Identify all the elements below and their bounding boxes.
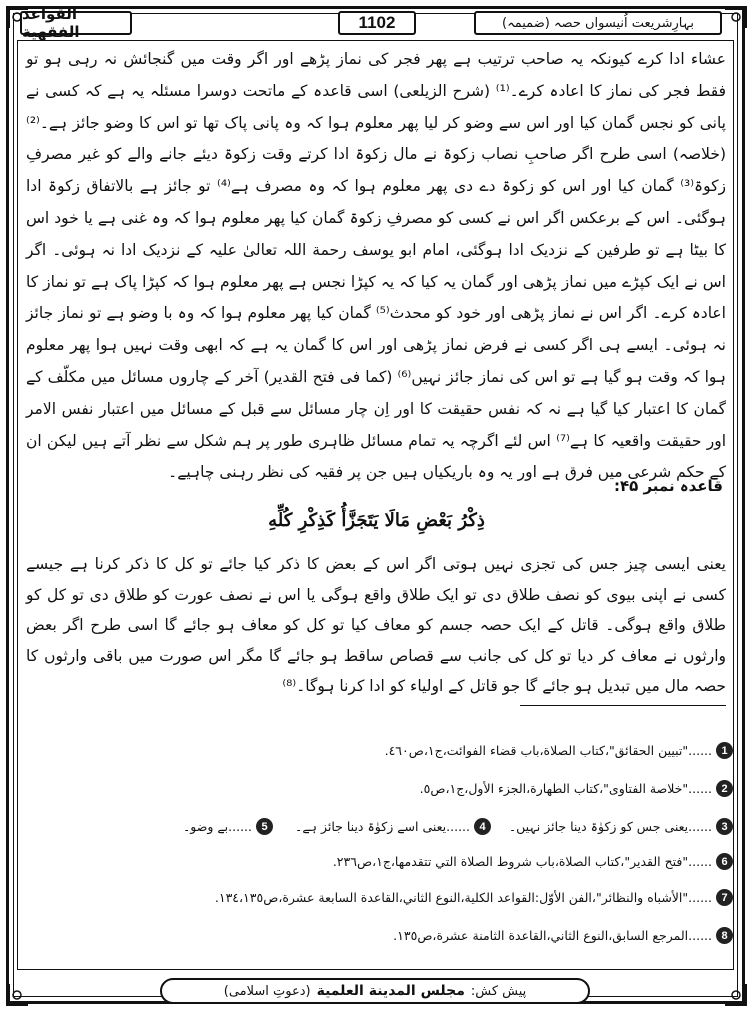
footnote-5 bbox=[183, 818, 273, 835]
corner-ornament-icon bbox=[723, 982, 749, 1008]
footnote-6 bbox=[333, 853, 733, 870]
footnote-text: ......"فتح القدير"،كتاب الصلاة،باب شروط الصلاة التي تتقدمها،ج١،ص٢٣٦. bbox=[332, 854, 712, 869]
footnote-number: 4 bbox=[474, 818, 491, 835]
footnote-number: 8 bbox=[716, 927, 733, 944]
page-header bbox=[20, 5, 731, 41]
page-footer bbox=[160, 978, 590, 1004]
footnote-number: 1 bbox=[716, 742, 733, 759]
footnote-3 bbox=[509, 818, 733, 835]
footnote-8 bbox=[393, 927, 733, 944]
publisher-name: مجلس المدينة العلمية bbox=[316, 983, 465, 999]
footnote-number: 5 bbox=[256, 818, 273, 835]
paragraph-1: عشاء ادا کرے کیونکہ یہ صاحب ترتیب ہے پھر فجر کی نماز پڑھے اور اگر وقت میں گنجائش نہ رہی ہو تو فقط فجر کی نماز کا اعادہ کرے۔⁽¹⁾ (شرح الزیلعی) اسی قاعدہ کے ماتحت دوسرا مسئلہ یہ ہے کہ کسی نے پانی کو نجس گمان کیا اور اس سے وضو کر لیا پھر معلوم ہوا کہ وہ پانی پاک تھا تو اس کا وضو جائز ہے۔⁽²⁾ (خلاصہ) اسی طرح اگر صاحبِ نصاب زکوۃ نے مال زکوۃ ادا کرتے وقت زکوۃ دیئے جانے والے کو غیر مصرفِ زکوۃ⁽³⁾ گمان کیا اور اس کو زکوۃ دے دی پھر معلوم ہوا کہ وہ مصرف ہے⁽⁴⁾ تو جائز ہے بالاتفاق زکوۃ ادا ہوگئی۔ اس کے برعکس اگر اس نے کسی کو مصرفِ زکوۃ گمان کیا پھر معلوم ہوا کہ وہ غنی ہے یا خود اس کا بیٹا ہے تو طرفین کے نزدیک ادا ہوگئی، امام ابو یوسف رحمة اللہ تعالیٰ علیہ کے نزدیک ادا نہ ہوئی۔ اگر اس نے ایک کپڑے میں نماز پڑھی اور گمان یہ کیا کہ یہ کپڑا نجس ہے پھر معلوم ہوا کہ کپڑا پاک ہے تو نماز کا اعادہ کرے۔ اگر اس نے نماز پڑھی اور خود کو محدث⁽⁵⁾ گمان کیا پھر معلوم ہوا کہ وہ با وضو ہے تو نماز جائز نہ ہوئی۔ ایسے ہی اگر کسی نے فرض نماز پڑھی اور اس کا گمان یہ ہے کہ ابھی وقت نہیں ہوا پھر معلوم ہوا کہ وقت ہو گیا ہے تو اس کی نماز جائز نہیں⁽⁶⁾ (کما فی فتح القدیر) آخر کے چاروں مسائل میں مکلّف کے گمان کا اعتبار کیا گیا ہے نہ کہ نفس حقیقت کا اور اِن چار مسائل سے قبل کے مسائل میں اعتبار نفس الامر اور حقیقت واقعیہ کا ہے⁽⁷⁾ اس لئے اگرچہ یہ تمام مسائل ظاہری طور پر ہم شکل سے نظر آتے ہیں لیکن ان کے حکم شرعی میں فرق ہے اور یہ وہ باریکیاں ہیں جن پر فقیہ کی نظر رہنی چاہیے۔ bbox=[26, 50, 726, 482]
rule-heading: قاعدہ نمبر ۴۵: bbox=[613, 477, 723, 495]
footnote-text: ......یعنی اسے زکوٰۃ دینا جائز ہے۔ bbox=[295, 819, 470, 834]
footnote-1 bbox=[385, 742, 733, 759]
footnote-4 bbox=[295, 818, 491, 835]
footnote-number: 3 bbox=[716, 818, 733, 835]
footnote-text: ......"تبيين الحقائق"،كتاب الصلاة،باب قضاء الفوائت،ج١،ص٤٦٠. bbox=[384, 743, 712, 758]
footnote-divider bbox=[520, 705, 726, 706]
corner-ornament-icon bbox=[4, 982, 30, 1008]
footnote-2 bbox=[420, 780, 733, 797]
page-number: 1102 bbox=[338, 11, 416, 35]
rule-arabic-text: ذِكْرُ بَعْضِ مَالَا يَتَجَزَّأُ كَذِكْرِ كُلِّهِ bbox=[268, 510, 485, 531]
footnote-number: 7 bbox=[716, 889, 733, 906]
main-text bbox=[26, 44, 726, 489]
footnote-text: ......المرجع السابق،النوع الثاني،القاعدة الثامنة عشرة،ص١٣٥. bbox=[393, 928, 712, 943]
footnote-number: 2 bbox=[716, 780, 733, 797]
footnote-number: 6 bbox=[716, 853, 733, 870]
publisher-org: (دعوتِ اسلامی) bbox=[223, 983, 311, 999]
footnote-text: ......"خلاصة الفتاوى"،كتاب الطهارة،الجزء الأول،ج١،ص٥. bbox=[419, 781, 712, 796]
book-title: بہارِشریعت اُنیسواں حصہ (ضمیمہ) bbox=[474, 11, 722, 35]
footnote-text: ......"الأشباه والنظائر"،الفن الأوّل:القواعد الكلية،النوع الثاني،القاعدة السابعة عشرة،ص١٣٤،١٣٥. bbox=[214, 890, 712, 905]
footnote-text: ......یعنی جس کو زکوٰۃ دینا جائز نہیں۔ bbox=[508, 819, 712, 834]
footnote-7 bbox=[215, 889, 733, 906]
paragraph-2: یعنی ایسی چیز جس کی تجزی نہیں ہوتی اگر اس کے بعض کا ذکر کیا جائے تو کل کا ذکر کرنا ہے جیسے کسی نے اپنی بیوی کو نصف طلاق دی تو ایک طلاق واقع ہوگی یا اس نے نصف عورت کو طلاق دی تو کل کو طلاق واقع ہوگی۔ قاتل کے ایک حصہ جسم کو معاف کیا تو کل کو معاف ہو جائے گا اسی طرح اگر بعض وارثوں نے معاف کر دیا تو کل کی جانب سے قصاص ساقط ہو جائے گا مگر اس صورت میں باقی وارثوں کا حصہ مال میں تبدیل ہو جائے گا جو قاتل کے اولیاء کو ادا کرنا ہوگا۔⁽⁸⁾ bbox=[26, 555, 726, 695]
footer-prefix: پیش کش: bbox=[470, 983, 527, 999]
chapter-title: القواعد الفقهية bbox=[20, 11, 132, 35]
footnote-text: ......بے وضو۔ bbox=[182, 819, 252, 834]
